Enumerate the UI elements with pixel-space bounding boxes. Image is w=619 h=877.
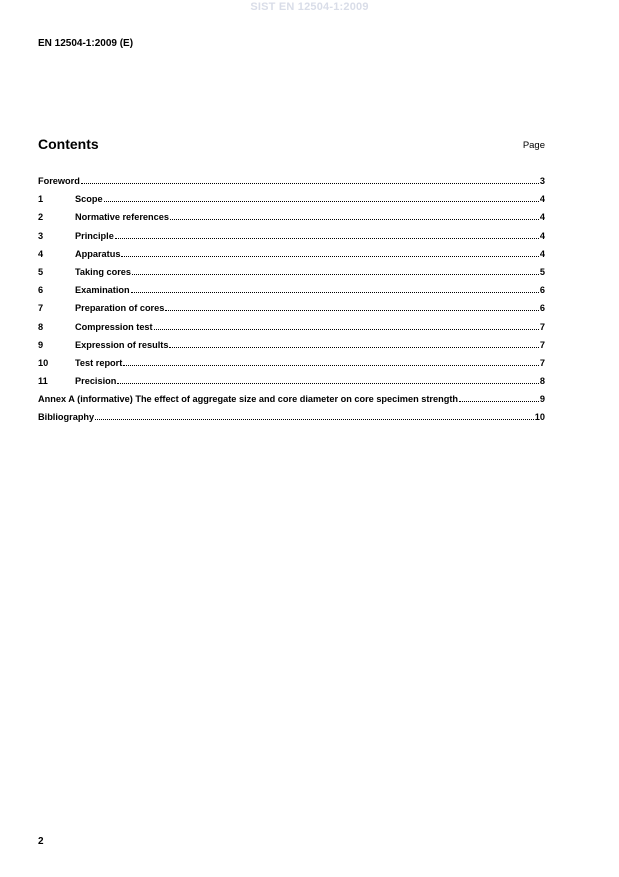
- dot-leader: [170, 211, 539, 220]
- dot-leader: [115, 230, 539, 239]
- toc-entry-title: Scope: [75, 194, 103, 205]
- toc-entry-page: 6: [539, 285, 545, 296]
- toc-entry-annex-a[interactable]: [38, 393, 545, 411]
- toc-entry-compression-test[interactable]: [38, 321, 545, 339]
- toc-entry-title: Normative references: [75, 212, 169, 223]
- dot-leader: [154, 321, 539, 330]
- toc-entry-page: 6: [539, 303, 545, 314]
- dot-leader: [123, 357, 539, 366]
- toc-entry-page: 7: [539, 357, 545, 368]
- toc-entry-page: 4: [539, 230, 545, 241]
- toc-entry-page: 4: [539, 248, 545, 259]
- toc-entry-number: 6: [38, 285, 44, 296]
- toc-entry-page: 9: [539, 394, 545, 405]
- toc-entry-title: Bibliography: [38, 412, 95, 423]
- toc-entry-number: 8: [38, 321, 44, 332]
- watermark-text: SIST EN 12504-1:2009: [250, 1, 369, 13]
- toc-entry-expression-of-results[interactable]: [38, 339, 545, 357]
- toc-entry-page: 4: [539, 194, 545, 205]
- toc-entry-number: 2: [38, 212, 44, 223]
- toc-entry-title: Precision: [75, 376, 117, 387]
- page-column-label: Page: [522, 140, 545, 151]
- toc-entry-apparatus[interactable]: [38, 248, 545, 266]
- toc-entry-page: 10: [534, 412, 545, 423]
- toc-entry-title: Principle: [75, 230, 114, 241]
- dot-leader: [81, 175, 539, 184]
- dot-leader: [95, 411, 534, 420]
- dot-leader: [132, 266, 539, 275]
- toc-entry-title: Compression test: [75, 321, 153, 332]
- toc-entry-taking-cores[interactable]: [38, 266, 545, 284]
- toc-entry-number: 4: [38, 248, 44, 259]
- toc-entry-test-report[interactable]: [38, 357, 545, 375]
- toc-entry-page: 7: [539, 321, 545, 332]
- toc-entry-number: 5: [38, 266, 44, 277]
- dot-leader: [131, 284, 539, 293]
- toc-entry-page: 7: [539, 339, 545, 350]
- toc-entry-title: Taking cores: [75, 266, 131, 277]
- toc-entry-number: 11: [38, 376, 48, 387]
- toc-entry-foreword[interactable]: [38, 175, 545, 193]
- document-identifier: EN 12504-1:2009 (E): [38, 38, 134, 49]
- dot-leader: [165, 302, 539, 311]
- toc-entry-number: 3: [38, 230, 44, 241]
- toc-entry-normative-references[interactable]: [38, 211, 545, 229]
- toc-entry-title: Examination: [75, 285, 130, 296]
- contents-heading: Contents: [38, 136, 99, 152]
- toc-entry-title: Preparation of cores: [75, 303, 165, 314]
- toc-entry-number: 10: [38, 357, 49, 368]
- toc-entry-scope[interactable]: [38, 193, 545, 211]
- page-number: 2: [38, 836, 44, 847]
- toc-entry-title: Expression of results: [75, 339, 169, 350]
- dot-leader: [459, 393, 539, 402]
- toc-entry-page: 4: [539, 212, 545, 223]
- toc-entry-page: 5: [539, 266, 545, 277]
- toc-entry-examination[interactable]: [38, 284, 545, 302]
- toc-entry-number: 1: [38, 194, 44, 205]
- toc-entry-title: Annex A (informative) The effect of aggregate size and core diameter on core specimen strength: [38, 394, 458, 405]
- dot-leader: [104, 193, 539, 202]
- toc-entry-title: Foreword: [38, 176, 80, 186]
- table-of-contents: [38, 175, 545, 430]
- toc-entry-precision[interactable]: [38, 375, 545, 393]
- toc-entry-principle[interactable]: [38, 230, 545, 248]
- toc-entry-preparation-of-cores[interactable]: [38, 302, 545, 320]
- toc-entry-page: 3: [539, 176, 545, 186]
- toc-entry-page: 8: [539, 376, 545, 387]
- toc-entry-title: Test report: [75, 357, 123, 368]
- toc-entry-title: Apparatus: [75, 248, 121, 259]
- toc-entry-number: 9: [38, 339, 44, 350]
- dot-leader: [169, 339, 538, 348]
- dot-leader: [121, 248, 538, 257]
- dot-leader: [117, 375, 539, 384]
- toc-entry-bibliography[interactable]: [38, 411, 545, 429]
- toc-entry-number: 7: [38, 303, 44, 314]
